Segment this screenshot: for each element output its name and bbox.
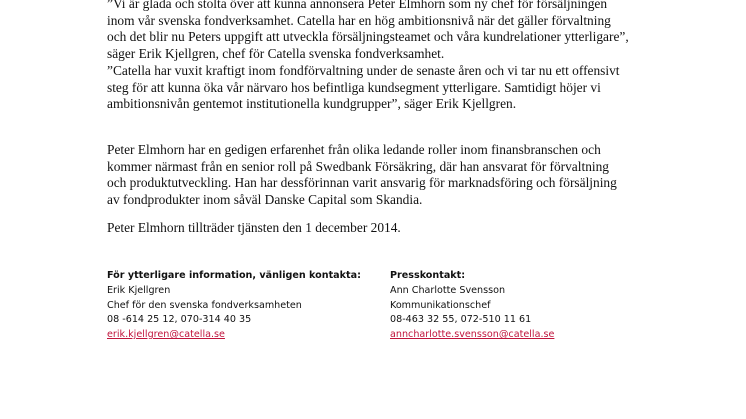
text-line: Peter Elmhorn har en gedigen erfarenhet från olika ledande roller inom finansbranschen och [107,142,601,157]
start-date-paragraph [107,220,667,237]
contact-email-link[interactable]: erik.kjellgren@catella.se [107,329,225,341]
contact-phone: 08-463 32 55, 072-510 11 61 [390,314,532,326]
text-line: Peter Elmhorn tillträder tjänsten den 1 december 2014. [107,220,401,235]
text-line: inom vår svenska fondverksamhet. Catella har en hög ambitionsnivå när det gäller förvaltning [107,12,611,28]
text-line: säger Erik Kjellgren, chef för Catella svenska fondverksamhet. [107,45,445,61]
quote-paragraph-2 [107,63,667,113]
contact-name: Erik Kjellgren [107,284,171,296]
text-line: och produktutveckling. Han har dessförinnan varit ansvarig för marknadsföring och försäljning [107,175,617,190]
text-line: och det blir nu Peters uppgift att utveckla försäljningsteamet och våra kundrelationer ytterligare”, [107,29,629,44]
text-line: av fondprodukter inom såväl Danske Capital som Skandia. [107,191,423,207]
quote-paragraph-1 [107,0,667,62]
text-line: ”Vi är glada och stolta över att kunna annonsera Peter Elmhorn som ny chef för försäljningen [107,0,608,11]
text-line: ”Catella har vuxit kraftigt inom fondförvaltning under de senaste åren och vi tar nu ett offensivt [107,63,620,78]
info-contact-block [107,269,361,343]
contact-heading: Presskontakt: [390,270,466,281]
contact-email-link[interactable]: anncharlotte.svensson@catella.se [390,329,555,341]
contact-heading: För ytterligare information, vänligen kontakta: [107,270,361,281]
contact-phone: 08 -614 25 12, 070-314 40 35 [107,314,252,326]
contact-name: Ann Charlotte Svensson [390,284,506,296]
text-line: ambitionsnivån gentemot institutionella kundgrupper”, säger Erik Kjellgren. [107,96,517,111]
contact-title: Kommunikationschef [390,299,491,311]
contact-title: Chef för den svenska fondverksamheten [107,299,302,311]
text-line: kommer närmast från en senior roll på Swedbank Försäkring, där han ansvarat för förvaltning [107,158,609,174]
text-line: steg för att kunna öka vår närvaro hos befintliga kundsegment ytterligare. Samtidigt höjer vi [107,79,601,95]
background-paragraph [107,142,667,208]
press-contact-block [390,269,554,343]
